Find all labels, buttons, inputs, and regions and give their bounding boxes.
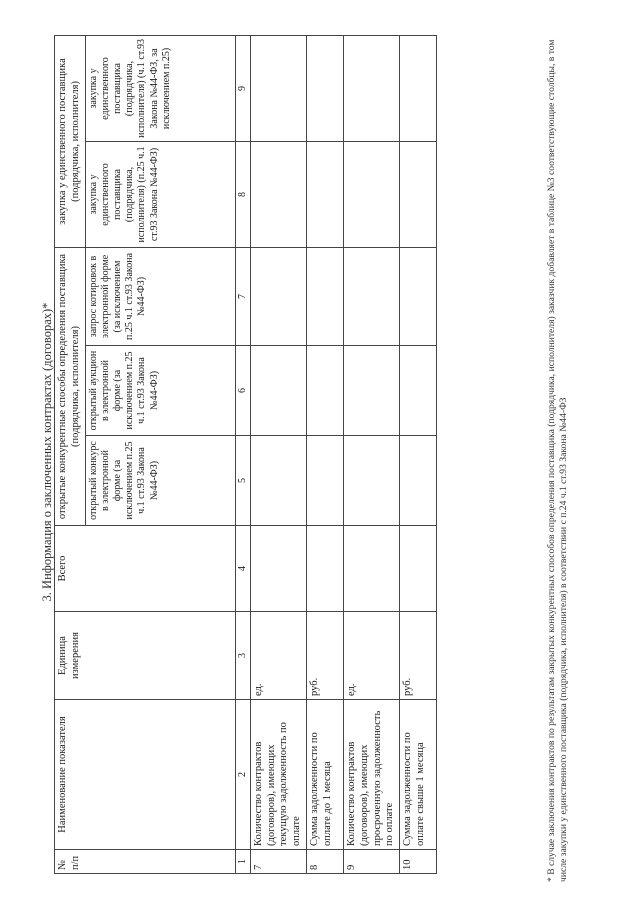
row-num: 9	[343, 850, 399, 874]
empty-cell	[250, 526, 306, 612]
empty-cell	[306, 247, 343, 345]
footnote: * В случае заключения контрактов по результатам закрытых конкурентных способов определения поставщика (подрядчика, исполнителя) заказчик добавляет в таблице №3 соответствующие столбцы, в том числе закупки у единственного поставщика (подрядчика, исполнителя) в соответствии с п.24 ч.1 ст.93 Закона №44-ФЗ	[546, 39, 570, 882]
empty-cell	[306, 35, 343, 141]
empty-cell	[306, 526, 343, 612]
empty-cell	[306, 436, 343, 526]
row-unit: руб.	[400, 612, 437, 700]
empty-cell	[343, 436, 399, 526]
colnum-cell: 2	[235, 700, 250, 850]
column-numbers-row	[235, 35, 250, 873]
empty-cell	[400, 436, 437, 526]
row-name: Сумма задолженности по оплате свыше 1 месяца	[400, 700, 437, 850]
colnum-cell: 9	[235, 35, 250, 141]
subheader-open-tender: открытый конкурс в электронной форме (за исключением п.25 ч.1 ст.93 Закона №44-ФЗ)	[85, 436, 235, 526]
empty-cell	[343, 247, 399, 345]
empty-cell	[400, 141, 437, 247]
colnum-cell: 8	[235, 141, 250, 247]
section-title: 3. Информация о заключенных контрактах (договорах)*	[40, 302, 54, 602]
subheader-open-auction: открытый аукцион в электронной форме (за исключением п.25 ч.1 ст.93 Закона №44-ФЗ)	[85, 346, 235, 436]
empty-cell	[343, 526, 399, 612]
header-single-supplier: закупка у единственного поставщика (подрядчика, исполнителя)	[55, 35, 86, 247]
empty-cell	[250, 247, 306, 345]
row-num: 8	[306, 850, 343, 874]
colnum-cell: 5	[235, 436, 250, 526]
empty-cell	[400, 346, 437, 436]
header-name: Наименование показателя	[55, 700, 236, 850]
header-num: № п/п	[55, 850, 236, 874]
empty-cell	[306, 141, 343, 247]
header-unit: Единица измерения	[55, 612, 236, 700]
subheader-quotation-request: запрос котировок в электронной форме (за исключением п.25 ч.1 ст.93 Закона №44-ФЗ)	[85, 247, 235, 345]
empty-cell	[250, 141, 306, 247]
table-row	[400, 35, 437, 873]
header-competitive: открытые конкурентные способы определения поставщика (подрядчика, исполнителя)	[55, 247, 86, 525]
empty-cell	[343, 35, 399, 141]
colnum-cell: 4	[235, 526, 250, 612]
row-unit: ед.	[343, 612, 399, 700]
colnum-cell: 6	[235, 346, 250, 436]
table-row	[306, 35, 343, 873]
row-unit: руб.	[306, 612, 343, 700]
subheader-single-supplier-p25: закупка у единственного поставщика (подрядчика, исполнителя) (п.25 ч.1 ст.93 Закона №44-ФЗ)	[85, 141, 235, 247]
empty-cell	[250, 436, 306, 526]
empty-cell	[400, 526, 437, 612]
colnum-cell: 1	[235, 850, 250, 874]
colnum-cell: 7	[235, 247, 250, 345]
empty-cell	[306, 346, 343, 436]
row-num: 10	[400, 850, 437, 874]
row-name: Количество контрактов (договоров), имеющих просроченную задолженность по оплате	[343, 700, 399, 850]
empty-cell	[250, 346, 306, 436]
row-name: Количество контрактов (договоров), имеющих текущую задолженность по оплате	[250, 700, 306, 850]
row-name: Сумма задолженности по оплате до 1 месяца	[306, 700, 343, 850]
empty-cell	[343, 346, 399, 436]
empty-cell	[250, 35, 306, 141]
table-row	[250, 35, 306, 873]
header-total: Всего	[55, 526, 236, 612]
contracts-table	[54, 35, 437, 874]
subheader-single-supplier-other: закупка у единственного поставщика (подрядчика, исполнителя) (ч.1 ст.93 Закона №44-ФЗ, за исключением п.25)	[85, 35, 235, 141]
colnum-cell: 3	[235, 612, 250, 700]
empty-cell	[400, 35, 437, 141]
row-unit: ед.	[250, 612, 306, 700]
empty-cell	[343, 141, 399, 247]
row-num: 7	[250, 850, 306, 874]
table-row	[343, 35, 399, 873]
scanned-sheet	[40, 22, 600, 882]
empty-cell	[400, 247, 437, 345]
